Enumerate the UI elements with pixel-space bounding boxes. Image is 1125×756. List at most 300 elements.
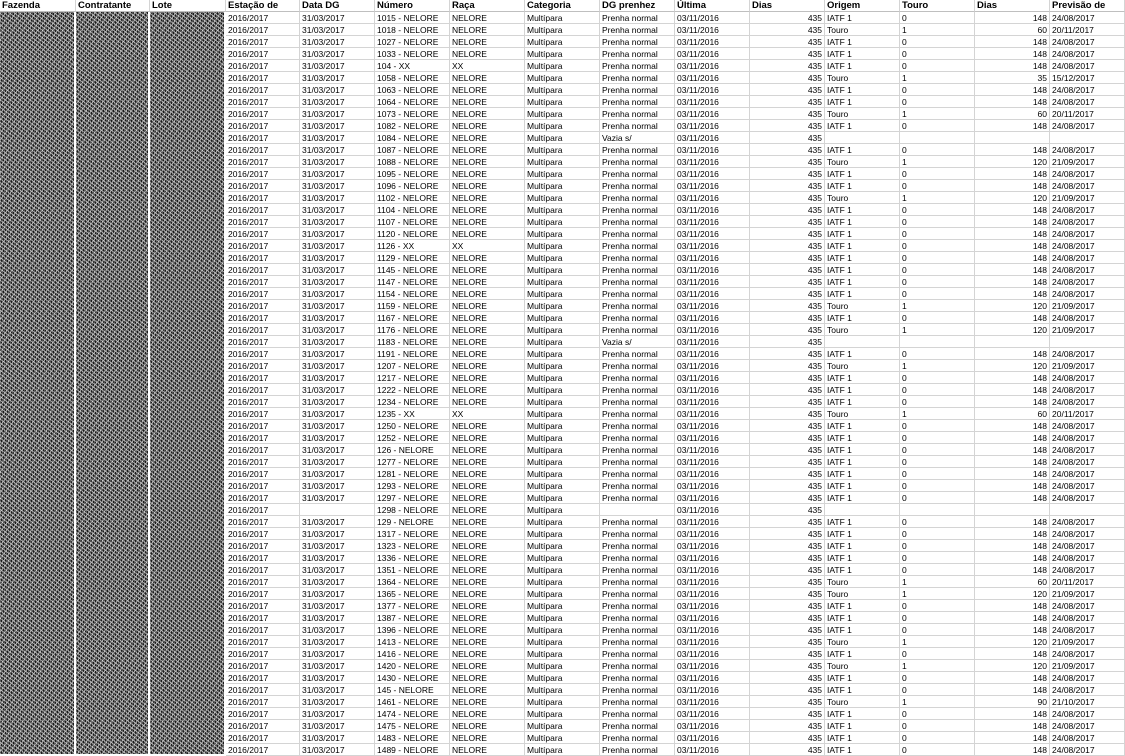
table-cell[interactable]: Multípara: [525, 732, 600, 744]
table-cell[interactable]: 1222 - NELORE: [375, 384, 450, 396]
table-cell[interactable]: Prenha normal: [600, 516, 675, 528]
table-cell[interactable]: Multípara: [525, 240, 600, 252]
table-cell[interactable]: NELORE: [450, 492, 525, 504]
table-cell[interactable]: 0: [900, 432, 975, 444]
table-cell[interactable]: NELORE: [450, 216, 525, 228]
table-cell[interactable]: 03/11/2016: [675, 36, 750, 48]
table-cell[interactable]: Prenha normal: [600, 372, 675, 384]
table-cell[interactable]: Prenha normal: [600, 96, 675, 108]
table-cell[interactable]: Prenha normal: [600, 468, 675, 480]
table-cell[interactable]: IATF 1: [825, 348, 900, 360]
table-cell[interactable]: 24/08/2017: [1050, 444, 1125, 456]
table-cell[interactable]: 31/03/2017: [300, 456, 375, 468]
table-cell[interactable]: 0: [900, 732, 975, 744]
table-cell[interactable]: Prenha normal: [600, 72, 675, 84]
table-cell[interactable]: Multípara: [525, 528, 600, 540]
table-cell[interactable]: 148: [975, 528, 1050, 540]
table-cell[interactable]: NELORE: [450, 360, 525, 372]
table-cell[interactable]: Prenha normal: [600, 696, 675, 708]
table-cell[interactable]: Prenha normal: [600, 492, 675, 504]
table-cell[interactable]: 435: [750, 180, 825, 192]
table-cell[interactable]: 0: [900, 96, 975, 108]
table-cell[interactable]: Prenha normal: [600, 720, 675, 732]
table-cell[interactable]: 1: [900, 360, 975, 372]
table-cell[interactable]: Multípara: [525, 324, 600, 336]
table-cell[interactable]: 03/11/2016: [675, 204, 750, 216]
table-cell[interactable]: Prenha normal: [600, 624, 675, 636]
table-cell[interactable]: 1252 - NELORE: [375, 432, 450, 444]
table-cell[interactable]: 148: [975, 540, 1050, 552]
table-cell[interactable]: 03/11/2016: [675, 72, 750, 84]
table-cell[interactable]: Touro: [825, 24, 900, 36]
table-cell[interactable]: [900, 504, 975, 516]
table-cell[interactable]: 24/08/2017: [1050, 720, 1125, 732]
table-cell[interactable]: 435: [750, 336, 825, 348]
table-cell[interactable]: Prenha normal: [600, 276, 675, 288]
table-cell[interactable]: 03/11/2016: [675, 504, 750, 516]
table-cell[interactable]: 24/08/2017: [1050, 624, 1125, 636]
table-cell[interactable]: 0: [900, 672, 975, 684]
table-cell[interactable]: 03/11/2016: [675, 168, 750, 180]
table-cell[interactable]: 31/03/2017: [300, 540, 375, 552]
table-cell[interactable]: 0: [900, 612, 975, 624]
table-cell[interactable]: IATF 1: [825, 480, 900, 492]
table-cell[interactable]: 0: [900, 372, 975, 384]
table-cell[interactable]: [900, 336, 975, 348]
table-cell[interactable]: 2016/2017: [226, 252, 300, 264]
table-cell[interactable]: 2016/2017: [226, 228, 300, 240]
table-cell[interactable]: IATF 1: [825, 624, 900, 636]
table-cell[interactable]: 0: [900, 624, 975, 636]
table-cell[interactable]: NELORE: [450, 708, 525, 720]
table-cell[interactable]: IATF 1: [825, 600, 900, 612]
table-cell[interactable]: Touro: [825, 192, 900, 204]
table-cell[interactable]: 31/03/2017: [300, 684, 375, 696]
table-cell[interactable]: 2016/2017: [226, 276, 300, 288]
table-cell[interactable]: 24/08/2017: [1050, 348, 1125, 360]
table-cell[interactable]: Touro: [825, 636, 900, 648]
table-cell[interactable]: 2016/2017: [226, 576, 300, 588]
table-cell[interactable]: 03/11/2016: [675, 420, 750, 432]
table-cell[interactable]: Prenha normal: [600, 540, 675, 552]
table-cell[interactable]: 24/08/2017: [1050, 684, 1125, 696]
table-cell[interactable]: 1475 - NELORE: [375, 720, 450, 732]
table-cell[interactable]: 1277 - NELORE: [375, 456, 450, 468]
table-cell[interactable]: 435: [750, 660, 825, 672]
table-cell[interactable]: Prenha normal: [600, 252, 675, 264]
table-cell[interactable]: NELORE: [450, 156, 525, 168]
table-cell[interactable]: 0: [900, 36, 975, 48]
table-cell[interactable]: 2016/2017: [226, 348, 300, 360]
table-cell[interactable]: 0: [900, 600, 975, 612]
table-cell[interactable]: Multípara: [525, 576, 600, 588]
table-cell[interactable]: 03/11/2016: [675, 240, 750, 252]
table-cell[interactable]: 2016/2017: [226, 564, 300, 576]
table-cell[interactable]: NELORE: [450, 132, 525, 144]
table-cell[interactable]: NELORE: [450, 180, 525, 192]
table-cell[interactable]: 24/08/2017: [1050, 180, 1125, 192]
table-cell[interactable]: 31/03/2017: [300, 744, 375, 756]
table-cell[interactable]: Prenha normal: [600, 144, 675, 156]
table-cell[interactable]: 148: [975, 516, 1050, 528]
table-cell[interactable]: 2016/2017: [226, 528, 300, 540]
table-cell[interactable]: 03/11/2016: [675, 432, 750, 444]
table-cell[interactable]: 2016/2017: [226, 684, 300, 696]
table-cell[interactable]: 31/03/2017: [300, 324, 375, 336]
table-cell[interactable]: 31/03/2017: [300, 420, 375, 432]
table-cell[interactable]: 148: [975, 12, 1050, 24]
table-cell[interactable]: Prenha normal: [600, 564, 675, 576]
table-cell[interactable]: Prenha normal: [600, 24, 675, 36]
table-cell[interactable]: Multípara: [525, 12, 600, 24]
table-cell[interactable]: 31/03/2017: [300, 516, 375, 528]
table-cell[interactable]: 435: [750, 624, 825, 636]
table-cell[interactable]: 1191 - NELORE: [375, 348, 450, 360]
table-cell[interactable]: 03/11/2016: [675, 216, 750, 228]
table-cell[interactable]: 148: [975, 120, 1050, 132]
table-cell[interactable]: IATF 1: [825, 720, 900, 732]
table-cell[interactable]: 435: [750, 240, 825, 252]
table-cell[interactable]: Multípara: [525, 708, 600, 720]
table-cell[interactable]: NELORE: [450, 588, 525, 600]
table-cell[interactable]: 03/11/2016: [675, 228, 750, 240]
table-cell[interactable]: IATF 1: [825, 204, 900, 216]
table-cell[interactable]: Touro: [825, 324, 900, 336]
table-cell[interactable]: 24/08/2017: [1050, 468, 1125, 480]
table-cell[interactable]: 435: [750, 480, 825, 492]
table-cell[interactable]: 1377 - NELORE: [375, 600, 450, 612]
table-cell[interactable]: 1183 - NELORE: [375, 336, 450, 348]
table-cell[interactable]: 2016/2017: [226, 624, 300, 636]
table-cell[interactable]: 1129 - NELORE: [375, 252, 450, 264]
table-cell[interactable]: [825, 504, 900, 516]
table-cell[interactable]: 148: [975, 180, 1050, 192]
table-cell[interactable]: 120: [975, 636, 1050, 648]
table-cell[interactable]: NELORE: [450, 36, 525, 48]
table-cell[interactable]: NELORE: [450, 300, 525, 312]
table-cell[interactable]: 31/03/2017: [300, 384, 375, 396]
table-cell[interactable]: 2016/2017: [226, 312, 300, 324]
table-cell[interactable]: Prenha normal: [600, 228, 675, 240]
table-cell[interactable]: 24/08/2017: [1050, 744, 1125, 756]
table-cell[interactable]: 21/10/2017: [1050, 696, 1125, 708]
table-cell[interactable]: 31/03/2017: [300, 216, 375, 228]
table-cell[interactable]: [900, 132, 975, 144]
table-cell[interactable]: IATF 1: [825, 396, 900, 408]
table-cell[interactable]: 2016/2017: [226, 156, 300, 168]
table-cell[interactable]: 31/03/2017: [300, 228, 375, 240]
table-cell[interactable]: 03/11/2016: [675, 384, 750, 396]
table-cell[interactable]: NELORE: [450, 324, 525, 336]
table-cell[interactable]: 0: [900, 60, 975, 72]
table-cell[interactable]: NELORE: [450, 72, 525, 84]
table-cell[interactable]: 126 - NELORE: [375, 444, 450, 456]
table-cell[interactable]: 435: [750, 444, 825, 456]
table-cell[interactable]: 148: [975, 312, 1050, 324]
table-cell[interactable]: 31/03/2017: [300, 624, 375, 636]
table-cell[interactable]: 20/11/2017: [1050, 108, 1125, 120]
table-cell[interactable]: 0: [900, 216, 975, 228]
table-cell[interactable]: 24/08/2017: [1050, 240, 1125, 252]
table-cell[interactable]: 129 - NELORE: [375, 516, 450, 528]
table-cell[interactable]: 0: [900, 348, 975, 360]
table-cell[interactable]: NELORE: [450, 48, 525, 60]
table-cell[interactable]: 1095 - NELORE: [375, 168, 450, 180]
table-cell[interactable]: 03/11/2016: [675, 588, 750, 600]
table-cell[interactable]: Multípara: [525, 612, 600, 624]
table-cell[interactable]: NELORE: [450, 432, 525, 444]
table-cell[interactable]: 148: [975, 720, 1050, 732]
table-cell[interactable]: 1064 - NELORE: [375, 96, 450, 108]
table-cell[interactable]: 2016/2017: [226, 432, 300, 444]
table-cell[interactable]: 2016/2017: [226, 600, 300, 612]
column-header[interactable]: Categoria: [525, 0, 600, 12]
table-cell[interactable]: 120: [975, 156, 1050, 168]
table-cell[interactable]: 0: [900, 744, 975, 756]
table-cell[interactable]: 1: [900, 192, 975, 204]
table-cell[interactable]: Multípara: [525, 360, 600, 372]
table-cell[interactable]: 60: [975, 576, 1050, 588]
table-cell[interactable]: 435: [750, 420, 825, 432]
table-cell[interactable]: 1: [900, 696, 975, 708]
table-cell[interactable]: 435: [750, 24, 825, 36]
table-cell[interactable]: 1: [900, 108, 975, 120]
table-cell[interactable]: 03/11/2016: [675, 636, 750, 648]
table-cell[interactable]: Vazia s/: [600, 132, 675, 144]
table-cell[interactable]: NELORE: [450, 336, 525, 348]
table-cell[interactable]: 31/03/2017: [300, 492, 375, 504]
table-cell[interactable]: 31/03/2017: [300, 468, 375, 480]
table-cell[interactable]: 435: [750, 396, 825, 408]
table-cell[interactable]: 435: [750, 360, 825, 372]
table-cell[interactable]: 148: [975, 84, 1050, 96]
table-cell[interactable]: 1416 - NELORE: [375, 648, 450, 660]
table-cell[interactable]: NELORE: [450, 732, 525, 744]
table-cell[interactable]: 435: [750, 636, 825, 648]
table-cell[interactable]: 1396 - NELORE: [375, 624, 450, 636]
table-cell[interactable]: Prenha normal: [600, 288, 675, 300]
table-cell[interactable]: 2016/2017: [226, 324, 300, 336]
table-cell[interactable]: 1474 - NELORE: [375, 708, 450, 720]
table-cell[interactable]: 31/03/2017: [300, 180, 375, 192]
table-cell[interactable]: 24/08/2017: [1050, 204, 1125, 216]
table-cell[interactable]: NELORE: [450, 84, 525, 96]
table-cell[interactable]: 148: [975, 60, 1050, 72]
table-cell[interactable]: NELORE: [450, 444, 525, 456]
table-cell[interactable]: 31/03/2017: [300, 132, 375, 144]
table-cell[interactable]: 148: [975, 228, 1050, 240]
table-cell[interactable]: IATF 1: [825, 96, 900, 108]
table-cell[interactable]: 435: [750, 84, 825, 96]
table-cell[interactable]: 435: [750, 708, 825, 720]
table-cell[interactable]: 148: [975, 480, 1050, 492]
table-cell[interactable]: IATF 1: [825, 528, 900, 540]
table-cell[interactable]: 2016/2017: [226, 216, 300, 228]
table-cell[interactable]: NELORE: [450, 504, 525, 516]
table-cell[interactable]: Multípara: [525, 624, 600, 636]
table-cell[interactable]: 0: [900, 528, 975, 540]
table-cell[interactable]: 2016/2017: [226, 468, 300, 480]
table-cell[interactable]: 148: [975, 672, 1050, 684]
table-cell[interactable]: 31/03/2017: [300, 396, 375, 408]
table-cell[interactable]: 148: [975, 384, 1050, 396]
table-cell[interactable]: Prenha normal: [600, 552, 675, 564]
table-cell[interactable]: 1027 - NELORE: [375, 36, 450, 48]
table-cell[interactable]: Prenha normal: [600, 360, 675, 372]
table-cell[interactable]: 0: [900, 420, 975, 432]
table-cell[interactable]: Prenha normal: [600, 528, 675, 540]
table-cell[interactable]: 435: [750, 468, 825, 480]
table-cell[interactable]: 435: [750, 228, 825, 240]
table-cell[interactable]: 0: [900, 564, 975, 576]
table-cell[interactable]: 0: [900, 552, 975, 564]
table-cell[interactable]: 145 - NELORE: [375, 684, 450, 696]
table-cell[interactable]: 1176 - NELORE: [375, 324, 450, 336]
table-cell[interactable]: 24/08/2017: [1050, 84, 1125, 96]
table-cell[interactable]: [975, 336, 1050, 348]
table-cell[interactable]: Prenha normal: [600, 84, 675, 96]
table-cell[interactable]: 1483 - NELORE: [375, 732, 450, 744]
table-cell[interactable]: 104 - XX: [375, 60, 450, 72]
table-cell[interactable]: Multípara: [525, 144, 600, 156]
table-cell[interactable]: 148: [975, 276, 1050, 288]
table-cell[interactable]: 31/03/2017: [300, 264, 375, 276]
table-cell[interactable]: 31/03/2017: [300, 252, 375, 264]
table-cell[interactable]: Prenha normal: [600, 48, 675, 60]
table-cell[interactable]: 0: [900, 276, 975, 288]
table-cell[interactable]: 31/03/2017: [300, 72, 375, 84]
table-cell[interactable]: IATF 1: [825, 276, 900, 288]
table-cell[interactable]: 31/03/2017: [300, 300, 375, 312]
table-cell[interactable]: 435: [750, 588, 825, 600]
table-cell[interactable]: 435: [750, 432, 825, 444]
table-cell[interactable]: Multípara: [525, 156, 600, 168]
column-header[interactable]: Contratante: [76, 0, 150, 12]
table-cell[interactable]: 03/11/2016: [675, 348, 750, 360]
table-cell[interactable]: Touro: [825, 300, 900, 312]
table-cell[interactable]: 03/11/2016: [675, 300, 750, 312]
table-cell[interactable]: 2016/2017: [226, 288, 300, 300]
table-cell[interactable]: 435: [750, 300, 825, 312]
table-cell[interactable]: 31/03/2017: [300, 660, 375, 672]
table-cell[interactable]: 148: [975, 288, 1050, 300]
table-cell[interactable]: IATF 1: [825, 468, 900, 480]
table-cell[interactable]: IATF 1: [825, 120, 900, 132]
column-header[interactable]: Fazenda: [0, 0, 76, 12]
table-cell[interactable]: NELORE: [450, 192, 525, 204]
table-cell[interactable]: 1126 - XX: [375, 240, 450, 252]
table-cell[interactable]: 2016/2017: [226, 744, 300, 756]
table-cell[interactable]: 2016/2017: [226, 696, 300, 708]
table-cell[interactable]: 2016/2017: [226, 648, 300, 660]
table-cell[interactable]: NELORE: [450, 600, 525, 612]
table-cell[interactable]: 148: [975, 744, 1050, 756]
table-cell[interactable]: Touro: [825, 360, 900, 372]
table-cell[interactable]: 120: [975, 360, 1050, 372]
table-cell[interactable]: 03/11/2016: [675, 696, 750, 708]
table-cell[interactable]: 03/11/2016: [675, 564, 750, 576]
table-cell[interactable]: NELORE: [450, 648, 525, 660]
table-cell[interactable]: 1058 - NELORE: [375, 72, 450, 84]
table-cell[interactable]: 2016/2017: [226, 12, 300, 24]
table-cell[interactable]: 1145 - NELORE: [375, 264, 450, 276]
table-cell[interactable]: Prenha normal: [600, 636, 675, 648]
column-header[interactable]: Número: [375, 0, 450, 12]
table-cell[interactable]: 148: [975, 432, 1050, 444]
column-header[interactable]: Touro: [900, 0, 975, 12]
table-cell[interactable]: 31/03/2017: [300, 108, 375, 120]
table-cell[interactable]: 31/03/2017: [300, 240, 375, 252]
table-cell[interactable]: 2016/2017: [226, 540, 300, 552]
table-cell[interactable]: 1147 - NELORE: [375, 276, 450, 288]
table-cell[interactable]: Multípara: [525, 96, 600, 108]
table-cell[interactable]: 31/03/2017: [300, 408, 375, 420]
table-cell[interactable]: 03/11/2016: [675, 660, 750, 672]
table-cell[interactable]: 435: [750, 672, 825, 684]
table-cell[interactable]: Multípara: [525, 684, 600, 696]
table-cell[interactable]: Multípara: [525, 348, 600, 360]
table-cell[interactable]: 24/08/2017: [1050, 216, 1125, 228]
table-cell[interactable]: 0: [900, 264, 975, 276]
table-cell[interactable]: 21/09/2017: [1050, 588, 1125, 600]
table-cell[interactable]: IATF 1: [825, 708, 900, 720]
table-cell[interactable]: 1167 - NELORE: [375, 312, 450, 324]
table-cell[interactable]: 1: [900, 576, 975, 588]
table-cell[interactable]: 1420 - NELORE: [375, 660, 450, 672]
table-cell[interactable]: 2016/2017: [226, 336, 300, 348]
table-cell[interactable]: 1: [900, 72, 975, 84]
table-cell[interactable]: Multípara: [525, 264, 600, 276]
table-cell[interactable]: 0: [900, 492, 975, 504]
table-cell[interactable]: 20/11/2017: [1050, 408, 1125, 420]
table-cell[interactable]: 435: [750, 492, 825, 504]
table-cell[interactable]: 31/03/2017: [300, 156, 375, 168]
table-cell[interactable]: 15/12/2017: [1050, 72, 1125, 84]
table-cell[interactable]: 31/03/2017: [300, 204, 375, 216]
table-cell[interactable]: NELORE: [450, 696, 525, 708]
table-cell[interactable]: 2016/2017: [226, 396, 300, 408]
table-cell[interactable]: NELORE: [450, 348, 525, 360]
table-cell[interactable]: 03/11/2016: [675, 144, 750, 156]
table-cell[interactable]: 31/03/2017: [300, 36, 375, 48]
table-cell[interactable]: 31/03/2017: [300, 648, 375, 660]
table-cell[interactable]: 2016/2017: [226, 108, 300, 120]
table-cell[interactable]: NELORE: [450, 540, 525, 552]
table-cell[interactable]: Multípara: [525, 648, 600, 660]
table-cell[interactable]: Prenha normal: [600, 576, 675, 588]
table-cell[interactable]: 148: [975, 468, 1050, 480]
table-cell[interactable]: 1082 - NELORE: [375, 120, 450, 132]
table-cell[interactable]: 1087 - NELORE: [375, 144, 450, 156]
table-cell[interactable]: 31/03/2017: [300, 612, 375, 624]
table-cell[interactable]: 1293 - NELORE: [375, 480, 450, 492]
table-cell[interactable]: 03/11/2016: [675, 276, 750, 288]
table-cell[interactable]: 435: [750, 684, 825, 696]
table-cell[interactable]: IATF 1: [825, 168, 900, 180]
table-cell[interactable]: 1159 - NELORE: [375, 300, 450, 312]
table-cell[interactable]: 435: [750, 576, 825, 588]
table-cell[interactable]: 1235 - XX: [375, 408, 450, 420]
table-cell[interactable]: 435: [750, 384, 825, 396]
table-cell[interactable]: Prenha normal: [600, 708, 675, 720]
table-cell[interactable]: Multípara: [525, 720, 600, 732]
table-cell[interactable]: 03/11/2016: [675, 48, 750, 60]
table-cell[interactable]: Multípara: [525, 204, 600, 216]
table-cell[interactable]: 03/11/2016: [675, 516, 750, 528]
table-cell[interactable]: 1413 - NELORE: [375, 636, 450, 648]
table-cell[interactable]: 20/11/2017: [1050, 24, 1125, 36]
table-cell[interactable]: IATF 1: [825, 420, 900, 432]
